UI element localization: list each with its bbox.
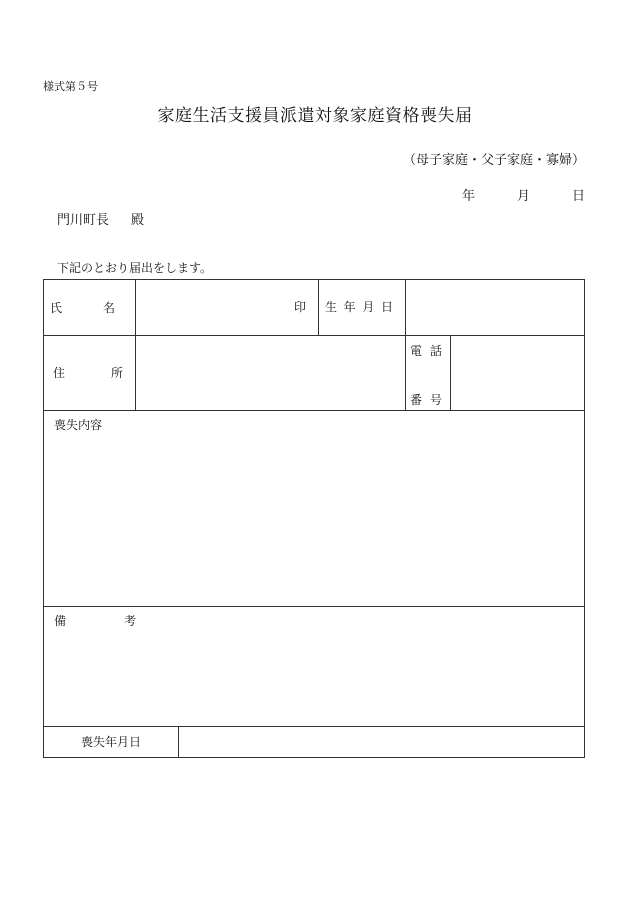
loss-date-field[interactable] [179, 727, 585, 758]
page-title: 家庭生活支援員派遣対象家庭資格喪失届 [157, 106, 473, 126]
name-label-char: 氏 [50, 301, 63, 315]
loss-date-label-cell [44, 727, 179, 758]
phone-label-char: 話 [429, 344, 442, 358]
date-line [462, 185, 585, 204]
birthdate-label-char: 年 [343, 300, 356, 314]
phone-label-char: 電 [410, 344, 423, 358]
loss-date-label: 喪失年月日 [80, 735, 141, 749]
loss-content-field[interactable] [44, 411, 585, 607]
date-year-label: 年 [461, 189, 475, 204]
birthdate-label-char: 日 [380, 300, 393, 314]
addressee [57, 209, 144, 228]
name-label-char: 名 [102, 301, 115, 315]
remarks-field[interactable] [44, 607, 585, 727]
remarks-label-char: 備 [54, 614, 67, 628]
seal-mark: 印 [293, 300, 306, 314]
birthdate-label-char: 生 [325, 300, 338, 314]
date-month-label: 月 [516, 189, 530, 204]
form-number: 様式第５号 [43, 80, 98, 93]
address-field[interactable] [136, 336, 406, 411]
addressee-name: 門川町長 [57, 213, 110, 228]
loss-content-label: 喪失内容 [54, 418, 103, 432]
application-form-table [43, 279, 585, 758]
phone-label-cell [406, 336, 451, 411]
intro-text: 下記のとおり届出をします。 [57, 261, 213, 275]
date-day-label: 日 [571, 189, 585, 204]
phone-label-char: 番 [410, 393, 423, 407]
phone-field[interactable] [451, 336, 585, 411]
subtitle: （母子家庭・父子家庭・寡婦） [402, 153, 585, 168]
name-label-cell [44, 280, 136, 336]
address-label-char: 所 [110, 366, 123, 380]
birthdate-label-cell [319, 280, 406, 336]
remarks-label-char: 考 [123, 614, 136, 628]
address-label-char: 住 [53, 366, 66, 380]
addressee-honorific: 殿 [131, 213, 145, 228]
address-label-cell [44, 336, 136, 411]
phone-label-char: 号 [429, 393, 442, 407]
birthdate-field[interactable] [406, 280, 585, 336]
birthdate-label-char: 月 [362, 300, 375, 314]
name-field[interactable] [136, 280, 319, 336]
